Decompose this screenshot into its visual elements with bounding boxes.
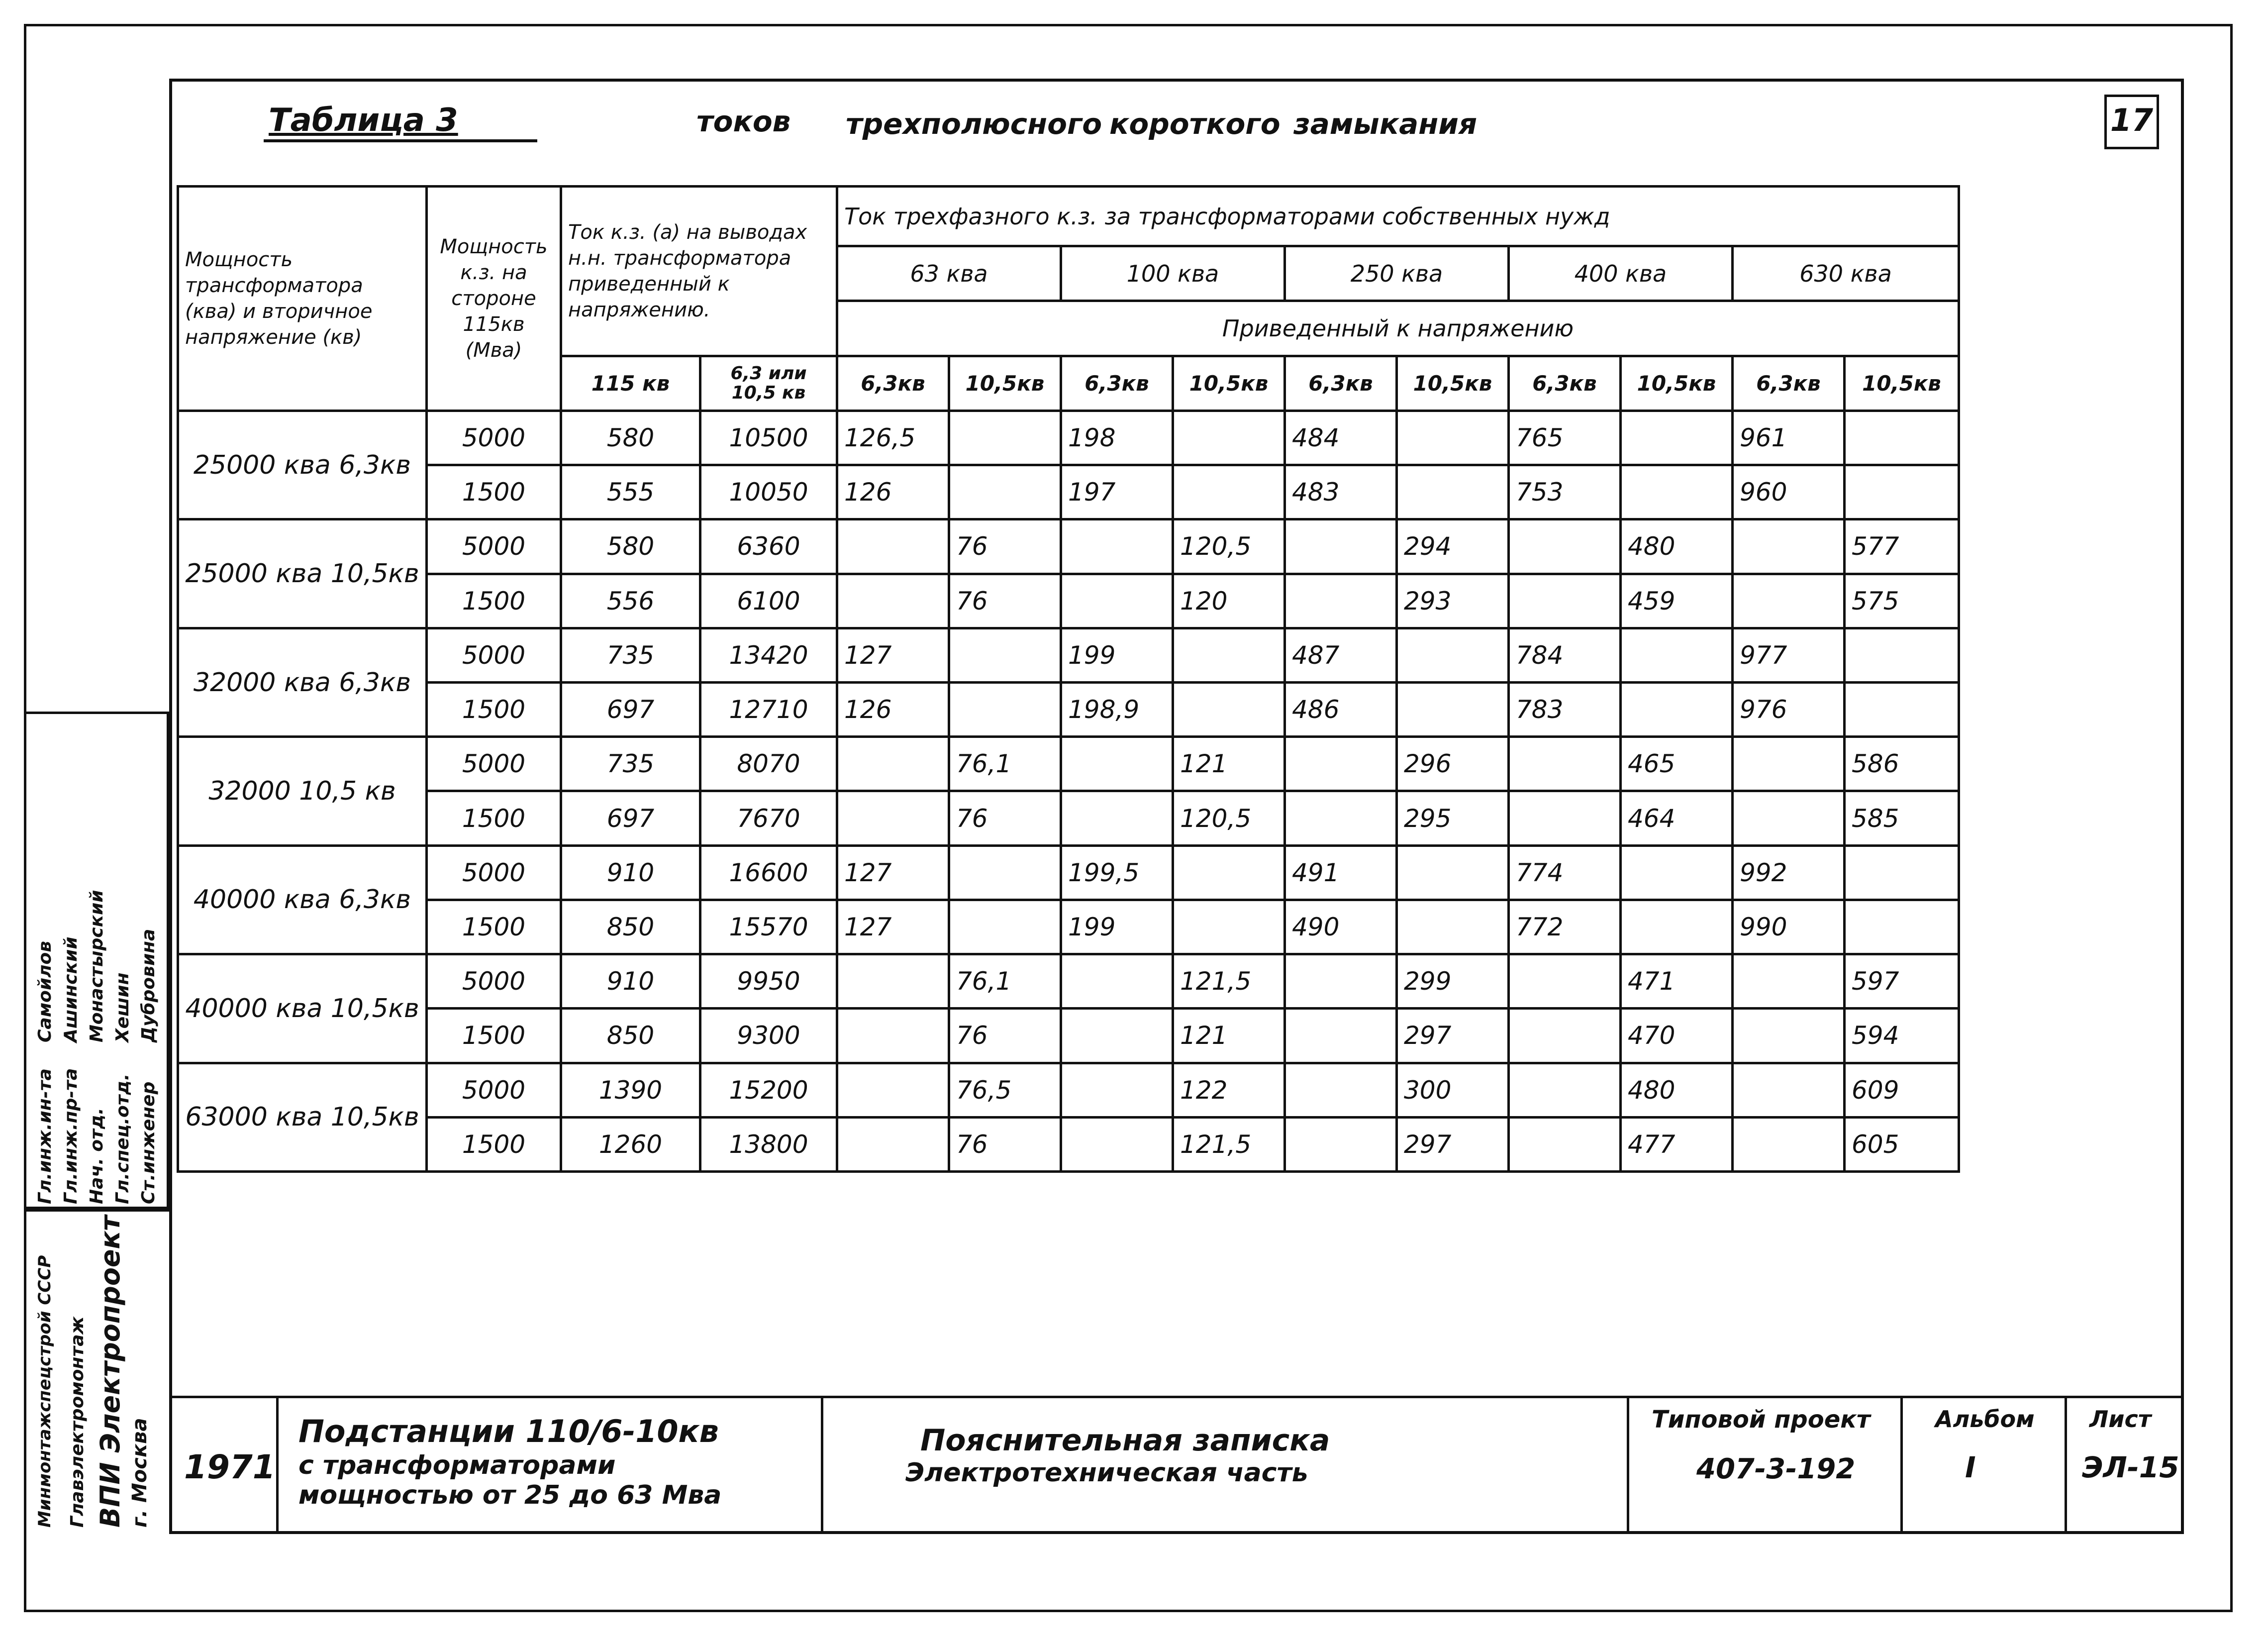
header-sc-power: Мощность к.з. на стороне 115кв (Мва): [427, 187, 561, 411]
header-reduced: Приведенный к напряжению: [837, 301, 1959, 356]
table-cell: [1173, 628, 1285, 682]
header-transformer-100: 100 ква: [1061, 246, 1285, 301]
signature-name: Самойлов: [35, 941, 55, 1042]
tb-project-line-2: с трансформаторами: [298, 1450, 616, 1480]
table-cell: [1397, 845, 1509, 900]
table-row: [178, 1117, 1959, 1171]
table-cell: 1260: [561, 1117, 700, 1171]
table-row: [178, 683, 1959, 737]
table-cell: 199,5: [1061, 845, 1173, 900]
table-cell: 784: [1509, 628, 1621, 682]
header-row-1: [178, 187, 1959, 246]
table-cell: [949, 465, 1061, 519]
signature-role: Ст.инженер: [138, 1081, 159, 1204]
table-cell: [1397, 465, 1509, 519]
table-cell: [1509, 954, 1621, 1009]
table-cell: 605: [1845, 1117, 1959, 1171]
table-cell: [949, 411, 1061, 465]
tb-doc-line-1: Пояснительная записка: [920, 1423, 1330, 1458]
table-cell: 296: [1397, 737, 1509, 791]
table-cell: [949, 845, 1061, 900]
table-cell: 484: [1285, 411, 1397, 465]
table-title-word-4: замыкания: [1293, 107, 1478, 141]
table-cell: 5000: [427, 845, 561, 900]
table-cell: [1845, 900, 1959, 954]
table-cell: [1285, 1117, 1397, 1171]
sub-105: 10,5кв: [1397, 356, 1509, 411]
table-cell: 774: [1509, 845, 1621, 900]
table-cell: [1173, 465, 1285, 519]
table-cell: 480: [1621, 1063, 1733, 1117]
header-group-title: Ток трехфазного к.з. за трансформаторами собственных нужд: [837, 187, 1959, 246]
row-label: 32000 ква 6,3кв: [178, 628, 427, 736]
table-row: [178, 465, 1959, 519]
header-transformer-630: 630 ква: [1733, 246, 1959, 301]
table-cell: 5000: [427, 737, 561, 791]
tb-divider-2: [821, 1396, 823, 1534]
signature-name: Ашинский: [61, 936, 81, 1042]
table-cell: 120,5: [1173, 791, 1285, 845]
page-number: 17: [2110, 102, 2154, 138]
table-cell: [1509, 1117, 1621, 1171]
table-cell: [1285, 1009, 1397, 1063]
table-cell: 76: [949, 574, 1061, 628]
tb-divider-3: [1627, 1396, 1629, 1534]
table-cell: [1845, 628, 1959, 682]
table-cell: 465: [1621, 737, 1733, 791]
table-cell: 697: [561, 683, 700, 737]
signature-name: Дубровина: [138, 928, 159, 1042]
table-cell: [1733, 1063, 1845, 1117]
table-cell: 5000: [427, 1063, 561, 1117]
table-cell: 594: [1845, 1009, 1959, 1063]
table-row: [178, 791, 1959, 845]
table-cell: [1621, 628, 1733, 682]
table-cell: [1285, 519, 1397, 574]
header-transformer-63: 63 ква: [837, 246, 1061, 301]
table-cell: [949, 628, 1061, 682]
table-cell: [837, 1009, 949, 1063]
table-row: [178, 411, 1959, 465]
table-cell: [1061, 791, 1173, 845]
org-line: Минмонтажспецстрой СССР: [35, 1255, 55, 1528]
table-cell: [1733, 1009, 1845, 1063]
table-cell: [1173, 411, 1285, 465]
tb-divider-5: [2065, 1396, 2067, 1534]
signature-role: Гл.инж.ин-та: [35, 1068, 55, 1204]
table-cell: [837, 737, 949, 791]
table-cell: 459: [1621, 574, 1733, 628]
table-cell: 8070: [700, 737, 837, 791]
row-label: 40000 ква 10,5кв: [178, 954, 427, 1063]
header-current: Ток к.з. (а) на выводах н.н. трансформатора приведенный к напряжению.: [561, 187, 837, 356]
table-row: [178, 845, 1959, 900]
table-cell: [1397, 411, 1509, 465]
table-cell: [837, 954, 949, 1009]
table-cell: 76,1: [949, 954, 1061, 1009]
table-row: [178, 1009, 1959, 1063]
table-cell: 121: [1173, 1009, 1285, 1063]
table-cell: 294: [1397, 519, 1509, 574]
table-cell: 197: [1061, 465, 1173, 519]
table-cell: 121,5: [1173, 954, 1285, 1009]
table-cell: 1390: [561, 1063, 700, 1117]
table-cell: [837, 791, 949, 845]
signature-role: Гл.инж.пр-та: [61, 1068, 81, 1204]
table-cell: 471: [1621, 954, 1733, 1009]
table-cell: [1285, 1063, 1397, 1117]
table-cell: [1173, 683, 1285, 737]
table-cell: [1733, 574, 1845, 628]
table-cell: [1061, 519, 1173, 574]
table-cell: [1285, 954, 1397, 1009]
table-cell: [1509, 791, 1621, 845]
table-cell: 1500: [427, 900, 561, 954]
header-transformer-400: 400 ква: [1509, 246, 1733, 301]
table-cell: 16600: [700, 845, 837, 900]
table-cell: [1061, 1009, 1173, 1063]
table-cell: 850: [561, 1009, 700, 1063]
table-cell: 299: [1397, 954, 1509, 1009]
table-cell: [1733, 791, 1845, 845]
table-cell: [1509, 1009, 1621, 1063]
table-cell: 753: [1509, 465, 1621, 519]
table-label-underline: [264, 139, 537, 142]
tb-project-line-1: Подстанции 110/6-10кв: [298, 1413, 719, 1449]
table-cell: [1285, 574, 1397, 628]
table-cell: 609: [1845, 1063, 1959, 1117]
table-cell: 580: [561, 519, 700, 574]
table-cell: 15200: [700, 1063, 837, 1117]
table-cell: 470: [1621, 1009, 1733, 1063]
table-cell: 121,5: [1173, 1117, 1285, 1171]
table-cell: 300: [1397, 1063, 1509, 1117]
table-cell: 765: [1509, 411, 1621, 465]
table-cell: 198,9: [1061, 683, 1173, 737]
table-cell: 76: [949, 791, 1061, 845]
table-cell: 580: [561, 411, 700, 465]
table-cell: 577: [1845, 519, 1959, 574]
table-cell: 1500: [427, 465, 561, 519]
table-cell: [1397, 900, 1509, 954]
table-cell: 122: [1173, 1063, 1285, 1117]
row-label: 25000 ква 6,3кв: [178, 411, 427, 519]
signature-name: Хешин: [112, 972, 133, 1042]
table-cell: 126,5: [837, 411, 949, 465]
sub-63: 6,3кв: [1285, 356, 1397, 411]
table-cell: 127: [837, 900, 949, 954]
table-cell: 5000: [427, 628, 561, 682]
table-cell: 6360: [700, 519, 837, 574]
signature-role: Нач. отд.: [87, 1108, 107, 1204]
table-cell: [1509, 574, 1621, 628]
table-cell: 597: [1845, 954, 1959, 1009]
table-cell: 910: [561, 954, 700, 1009]
table-cell: [1621, 845, 1733, 900]
table-row: [178, 628, 1959, 682]
table-cell: 477: [1621, 1117, 1733, 1171]
table-cell: 126: [837, 465, 949, 519]
org-line: г. Москва: [128, 1418, 151, 1528]
table-cell: [837, 519, 949, 574]
table-cell: 961: [1733, 411, 1845, 465]
table-cell: 992: [1733, 845, 1845, 900]
tb-sheet-value: ЭЛ-15: [2082, 1450, 2179, 1484]
table-cell: 127: [837, 628, 949, 682]
row-label: 32000 10,5 кв: [178, 737, 427, 845]
table-cell: 5000: [427, 411, 561, 465]
table-cell: [1733, 519, 1845, 574]
table-cell: [1173, 900, 1285, 954]
tb-project-line-3: мощностью от 25 до 63 Мва: [298, 1480, 722, 1510]
table-cell: 10500: [700, 411, 837, 465]
short-circuit-table: [177, 185, 1960, 1173]
table-cell: [1397, 628, 1509, 682]
table-cell: 977: [1733, 628, 1845, 682]
table-cell: 76: [949, 1117, 1061, 1171]
table-cell: 850: [561, 900, 700, 954]
table-cell: [1061, 954, 1173, 1009]
table-cell: 490: [1285, 900, 1397, 954]
sub-63: 6,3кв: [1733, 356, 1845, 411]
table-cell: [1733, 954, 1845, 1009]
table-cell: 293: [1397, 574, 1509, 628]
table-cell: 10050: [700, 465, 837, 519]
table-cell: 5000: [427, 519, 561, 574]
sub-105: 10,5кв: [1621, 356, 1733, 411]
table-cell: 1500: [427, 683, 561, 737]
table-label: Таблица 3: [269, 102, 458, 139]
org-line: Главэлектромонтаж: [67, 1316, 88, 1528]
tb-album-value: I: [1965, 1450, 1976, 1484]
row-label: 25000 ква 10,5кв: [178, 519, 427, 628]
table-cell: 295: [1397, 791, 1509, 845]
table-cell: 199: [1061, 900, 1173, 954]
table-cell: [1845, 845, 1959, 900]
table-cell: 735: [561, 628, 700, 682]
table-cell: 480: [1621, 519, 1733, 574]
sub-63-105: 6,3 или 10,5 кв: [700, 356, 837, 411]
tb-typical-value: 407-3-192: [1696, 1453, 1856, 1485]
table-cell: 464: [1621, 791, 1733, 845]
table-cell: 990: [1733, 900, 1845, 954]
table-cell: 7670: [700, 791, 837, 845]
table-cell: 13800: [700, 1117, 837, 1171]
table-body: [178, 411, 1959, 1171]
table-cell: 575: [1845, 574, 1959, 628]
signature-role: Гл.спец.отд.: [112, 1073, 133, 1204]
table-cell: [1733, 737, 1845, 791]
table-cell: 772: [1509, 900, 1621, 954]
table-row: [178, 519, 1959, 574]
table-cell: 5000: [427, 954, 561, 1009]
table-cell: 76: [949, 519, 1061, 574]
table-cell: 120: [1173, 574, 1285, 628]
table-cell: [1061, 1063, 1173, 1117]
table-cell: 9300: [700, 1009, 837, 1063]
table-cell: 127: [837, 845, 949, 900]
table-cell: [1509, 737, 1621, 791]
table-cell: 487: [1285, 628, 1397, 682]
table-cell: [1733, 1117, 1845, 1171]
table-cell: [837, 1063, 949, 1117]
table-cell: [949, 683, 1061, 737]
table-cell: [1061, 574, 1173, 628]
table-cell: 1500: [427, 791, 561, 845]
table-cell: [1285, 791, 1397, 845]
table-cell: 6100: [700, 574, 837, 628]
table-cell: 976: [1733, 683, 1845, 737]
table-cell: [1285, 737, 1397, 791]
tb-divider-1: [276, 1396, 279, 1534]
table-cell: 735: [561, 737, 700, 791]
table-cell: [837, 574, 949, 628]
tb-divider-4: [1900, 1396, 1903, 1534]
sub-105: 10,5кв: [949, 356, 1061, 411]
table-cell: [1509, 1063, 1621, 1117]
table-cell: [1173, 845, 1285, 900]
table-cell: 1500: [427, 1009, 561, 1063]
table-cell: 585: [1845, 791, 1959, 845]
table-cell: [1845, 411, 1959, 465]
sub-63: 6,3кв: [1061, 356, 1173, 411]
table-cell: [1061, 1117, 1173, 1171]
table-cell: [1509, 519, 1621, 574]
tb-doc-line-2: Электротехническая часть: [905, 1458, 1308, 1488]
table-cell: 76,1: [949, 737, 1061, 791]
table-cell: [949, 900, 1061, 954]
header-transformer-250: 250 ква: [1285, 246, 1509, 301]
table-cell: 126: [837, 683, 949, 737]
table-cell: [1621, 683, 1733, 737]
tb-year: 1971: [184, 1448, 276, 1486]
table-cell: 910: [561, 845, 700, 900]
table-cell: [837, 1117, 949, 1171]
table-cell: 483: [1285, 465, 1397, 519]
row-label: 40000 ква 6,3кв: [178, 845, 427, 954]
sub-115: 115 кв: [561, 356, 700, 411]
table-cell: 1500: [427, 1117, 561, 1171]
table-row: [178, 1063, 1959, 1117]
table-row: [178, 737, 1959, 791]
table-cell: 486: [1285, 683, 1397, 737]
table-cell: [1061, 737, 1173, 791]
table-title-word-3: короткого: [1109, 107, 1281, 141]
table-cell: 297: [1397, 1117, 1509, 1171]
table-cell: [1621, 411, 1733, 465]
table-cell: 76,5: [949, 1063, 1061, 1117]
table-cell: 555: [561, 465, 700, 519]
signature-name: Монастырский: [87, 890, 107, 1042]
table-cell: [1397, 683, 1509, 737]
tb-album-label: Альбом: [1935, 1406, 2035, 1433]
table-cell: 9950: [700, 954, 837, 1009]
tb-typical-label: Типовой проект: [1652, 1406, 1871, 1434]
table-cell: [1845, 465, 1959, 519]
row-label: 63000 ква 10,5кв: [178, 1063, 427, 1171]
table-cell: 556: [561, 574, 700, 628]
table-cell: 198: [1061, 411, 1173, 465]
table-cell: 76: [949, 1009, 1061, 1063]
header-power: Мощность трансформатора (ква) и вторичное напряжение (кв): [178, 187, 427, 411]
table-cell: 199: [1061, 628, 1173, 682]
table-cell: 15570: [700, 900, 837, 954]
table-row: [178, 574, 1959, 628]
sub-63: 6,3кв: [837, 356, 949, 411]
table-cell: 960: [1733, 465, 1845, 519]
table-row: [178, 954, 1959, 1009]
table-title-word-1: токов: [696, 104, 791, 138]
table-cell: 586: [1845, 737, 1959, 791]
table-cell: 297: [1397, 1009, 1509, 1063]
table-cell: 12710: [700, 683, 837, 737]
table-cell: 120,5: [1173, 519, 1285, 574]
table-title-word-2: трехполюсного: [846, 107, 1102, 141]
tb-sheet-label: Лист: [2089, 1406, 2152, 1433]
table-cell: [1621, 465, 1733, 519]
table-cell: 697: [561, 791, 700, 845]
table-cell: 783: [1509, 683, 1621, 737]
table-row: [178, 900, 1959, 954]
org-line: ВПИ Электропроект: [95, 1215, 126, 1528]
table-cell: [1845, 683, 1959, 737]
sub-63: 6,3кв: [1509, 356, 1621, 411]
table-cell: [1621, 900, 1733, 954]
table-cell: 1500: [427, 574, 561, 628]
table-cell: 121: [1173, 737, 1285, 791]
table-cell: 491: [1285, 845, 1397, 900]
table-cell: 13420: [700, 628, 837, 682]
sub-105: 10,5кв: [1173, 356, 1285, 411]
sub-105: 10,5кв: [1845, 356, 1959, 411]
